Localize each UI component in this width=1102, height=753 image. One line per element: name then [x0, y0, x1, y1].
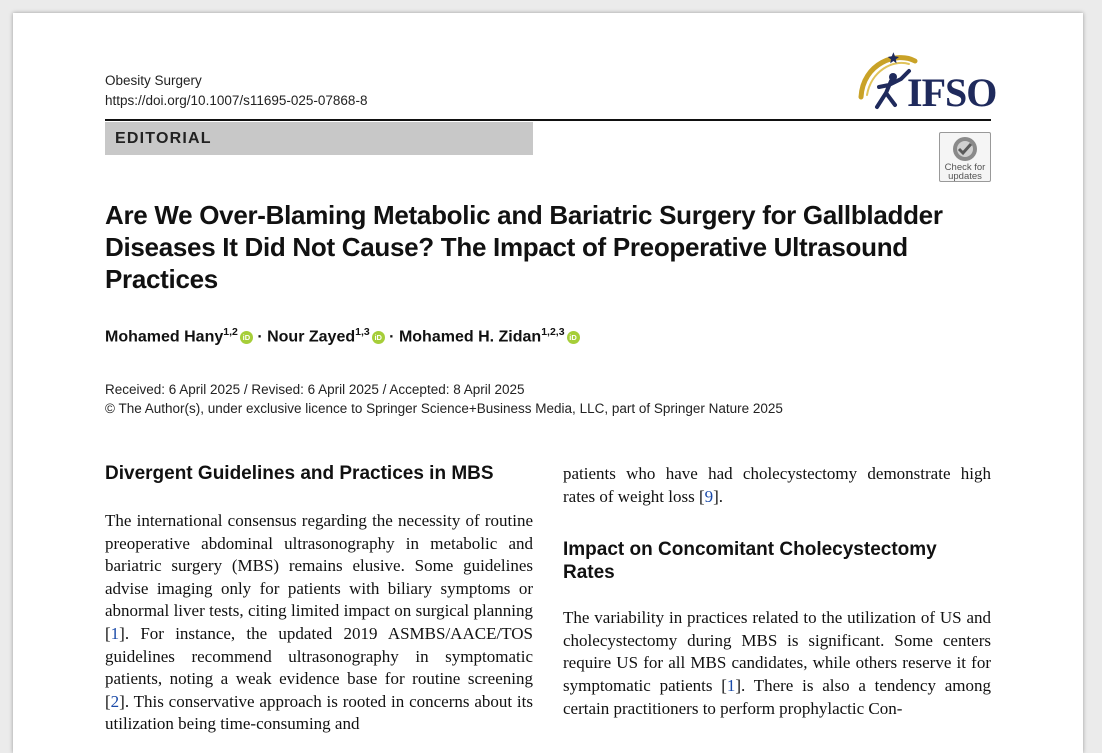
check-for-updates-button[interactable] — [939, 132, 991, 182]
header-rule — [105, 119, 991, 121]
author-separator: · — [389, 328, 395, 346]
reference-link[interactable]: 9 — [704, 486, 714, 506]
reference-link[interactable]: 1 — [726, 675, 736, 695]
orcid-icon[interactable]: iD — [372, 331, 385, 344]
history-dates: Received: 6 April 2025 / Revised: 6 April 2025 / Accepted: 8 April 2025 — [105, 382, 525, 397]
section-heading: Divergent Guidelines and Practices in MBS — [105, 463, 494, 484]
check-updates-icon — [952, 136, 978, 162]
body-paragraph: The variability in practices related to the utilization of US and cholecystectomy during MBS is significant. Some centers require US for all MBS candidates, while others reserve it for symptomatic patients [1]. There is also a tendency among certain practitioners to perform prophylactic Con- — [563, 608, 991, 718]
ifso-logo-text: IFSO — [907, 70, 997, 115]
author-affiliation: 1,2,3 — [541, 326, 565, 338]
journal-header — [105, 71, 367, 111]
author-affiliation: 1,3 — [355, 326, 370, 338]
author-name[interactable]: Mohamed H. Zidan — [398, 328, 542, 346]
section-label: EDITORIAL — [105, 122, 533, 155]
section-heading: Impact on Concomitant Cholecystectomy Rates — [563, 539, 937, 584]
copyright-line: © The Author(s), under exclusive licence to Springer Science+Business Media, LLC, part of Springer Nature 2025 — [105, 400, 783, 416]
doi-link[interactable]: https://doi.org/10.1007/s11695-025-07868-8 — [105, 93, 368, 108]
author-name[interactable]: Mohamed Hany — [105, 328, 224, 346]
author-list — [105, 326, 580, 346]
author-separator: · — [257, 328, 263, 346]
author-affiliation: 1,2 — [223, 326, 238, 338]
body-paragraph: The international consensus regarding the necessity of routine preoperative abdominal ultrasonography in metabolic and bariatric surgery (MBS) remains elusive. Some guidelines advise imaging only for patients with biliary symptoms or abnormal liver tests, citing limited impact on surgical planning [1]. For instance, the updated 2019 ASMBS/AACE/TOS guidelines recommend ultrasonography in symptomatic patients, noting a weak evidence base for routine screening [2]. This conservative approach is rooted in concerns about its utilization being time-consuming and — [105, 511, 533, 734]
article-title: Are We Over-Blaming Metabolic and Bariatric Surgery for Gallbladder Diseases It Did Not Cause? The Impact of Preoperative Ultrasound Practices — [105, 200, 943, 294]
article-dates — [105, 381, 783, 418]
reference-link[interactable]: 2 — [110, 691, 120, 711]
author-name[interactable]: Nour Zayed — [267, 328, 356, 346]
article-page — [13, 13, 1083, 753]
orcid-icon[interactable]: iD — [567, 331, 580, 344]
orcid-icon[interactable]: iD — [240, 331, 253, 344]
body-paragraph: patients who have had cholecystectomy demonstrate high rates of weight loss [9]. — [563, 464, 991, 506]
right-column — [563, 460, 991, 720]
reference-link[interactable]: 1 — [110, 623, 120, 643]
left-column — [105, 460, 533, 736]
journal-name: Obesity Surgery — [105, 73, 202, 88]
check-updates-label: Check for updates — [944, 162, 986, 182]
